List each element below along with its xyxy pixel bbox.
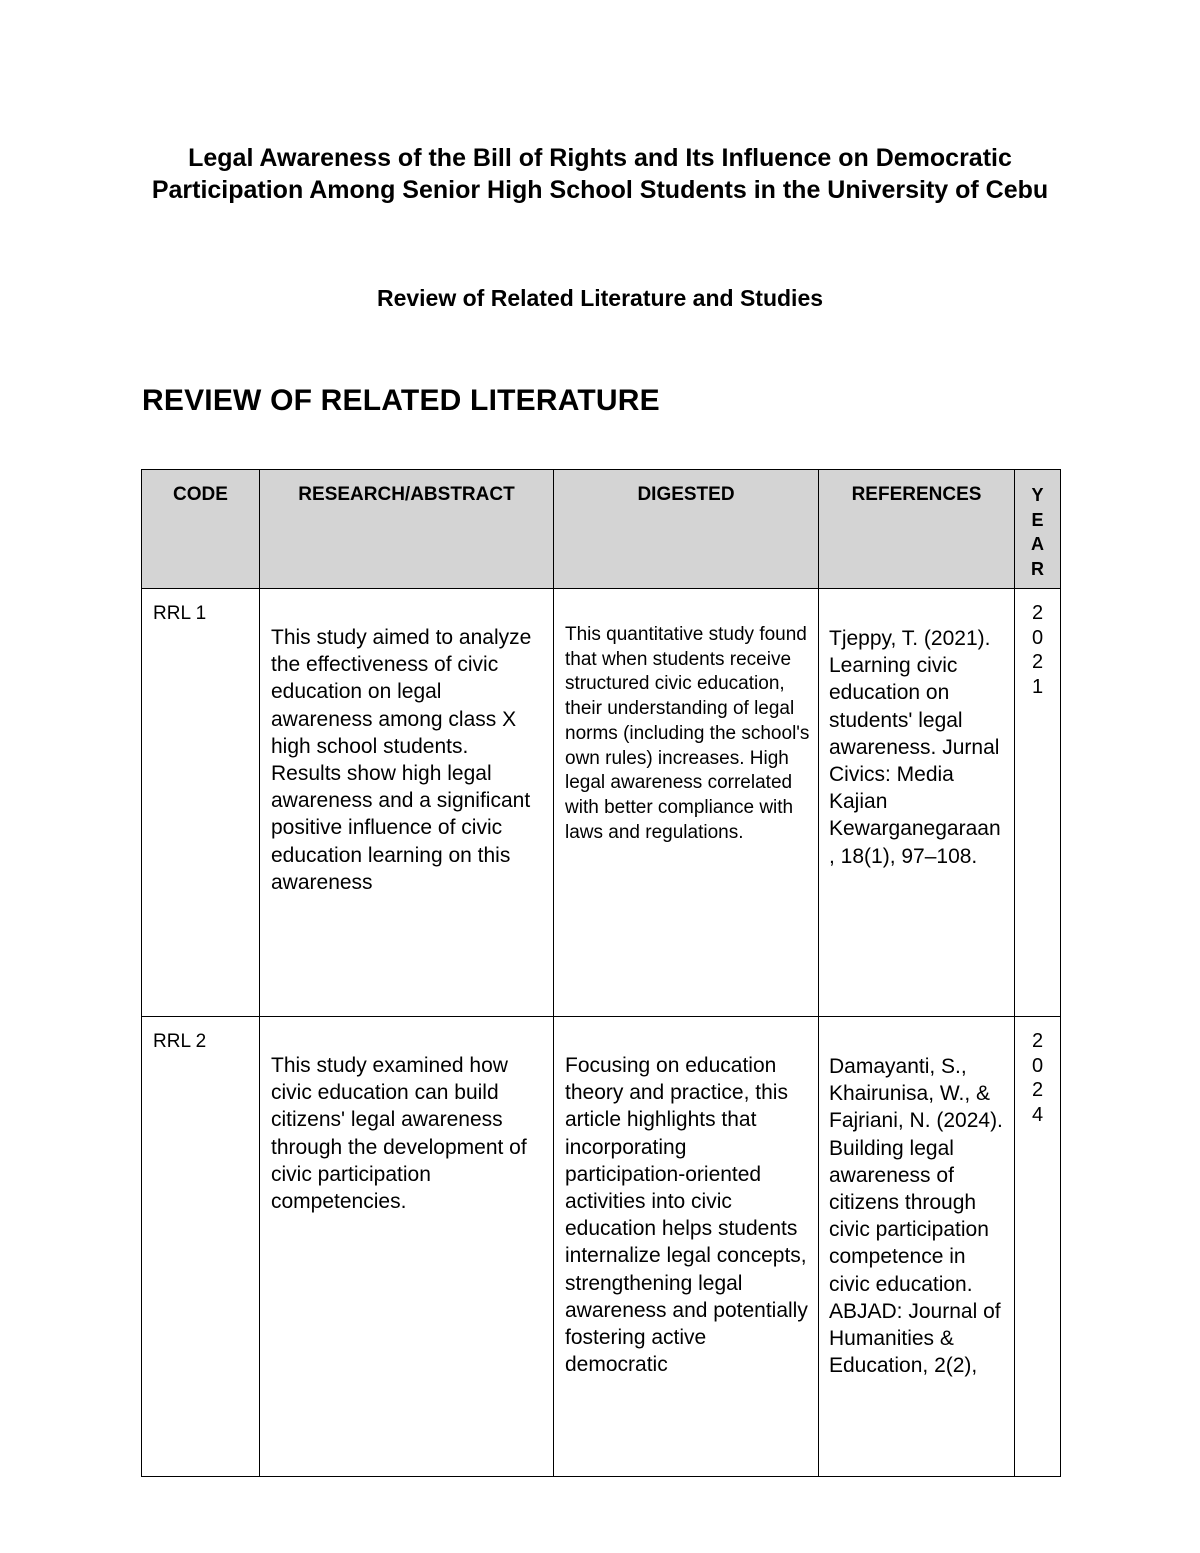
header-digested: DIGESTED bbox=[637, 484, 735, 505]
header-year-letter: A bbox=[1031, 534, 1044, 554]
table-header-row bbox=[142, 470, 1061, 589]
year-digit: 2 bbox=[1031, 602, 1044, 624]
header-research: RESEARCH/ABSTRACT bbox=[298, 484, 515, 505]
year-digit: 4 bbox=[1031, 1103, 1044, 1126]
header-references: REFERENCES bbox=[851, 484, 982, 505]
header-year-letter: R bbox=[1031, 558, 1044, 579]
header-year-letter: E bbox=[1031, 509, 1044, 530]
row-research: This study aimed to analyze the effectiveness of civic education on legal awareness among class X high school students. Results show high legal awareness and a significant positive influence of civic education learning on this awareness bbox=[260, 589, 554, 1017]
header-references-cell bbox=[819, 470, 1015, 589]
row-code: RRL 1 bbox=[142, 589, 260, 1017]
header-year bbox=[1015, 470, 1060, 581]
year-digit: 1 bbox=[1031, 675, 1044, 698]
row-digested: This quantitative study found that when students receive structured civic education, their understanding of legal norms (including the school's own rules) increases. High legal awareness correlated with better compliance with laws and regulations. bbox=[554, 589, 819, 1017]
row-code: RRL 2 bbox=[142, 1017, 260, 1477]
row-references: Damayanti, S., Khairunisa, W., & Fajriani, N. (2024). Building legal awareness of citizens through civic participation competence in civic education. ABJAD: Journal of Humanities & Education, 2(2), bbox=[819, 1017, 1015, 1477]
year-digit: 0 bbox=[1031, 626, 1044, 649]
header-code-cell bbox=[142, 470, 260, 589]
year-digit: 0 bbox=[1031, 1054, 1044, 1077]
header-year-letter: Y bbox=[1031, 485, 1044, 505]
row-references: Tjeppy, T. (2021). Learning civic education on students' legal awareness. Jurnal Civics: Media Kajian Kewarganegaraan, 18(1), 97–108. bbox=[819, 589, 1015, 1017]
year-digit: 2 bbox=[1031, 1030, 1044, 1052]
section-heading: REVIEW OF RELATED LITERATURE bbox=[142, 384, 660, 417]
row-year bbox=[1015, 1017, 1061, 1477]
document-title: Legal Awareness of the Bill of Rights and Its Influence on Democratic Participation Among Senior High School Students in the University of Cebu bbox=[151, 144, 1049, 204]
year-digit: 2 bbox=[1031, 1079, 1044, 1101]
rrl-table bbox=[141, 469, 1061, 1477]
table-row bbox=[142, 589, 1061, 1017]
row-research: This study examined how civic education can build citizens' legal awareness through the development of civic participation competencies. bbox=[260, 1017, 554, 1477]
table-row bbox=[142, 1017, 1061, 1477]
row-digested: Focusing on education theory and practice, this article highlights that incorporating participation-oriented activities into civic education helps students internalize legal concepts, strengthening legal awareness and potentially fostering active democratic bbox=[554, 1017, 819, 1477]
header-code: CODE bbox=[173, 484, 228, 505]
row-year bbox=[1015, 589, 1061, 1017]
header-digested-cell bbox=[554, 470, 819, 589]
document-subtitle: Review of Related Literature and Studies bbox=[376, 285, 824, 311]
year-digit: 2 bbox=[1031, 651, 1044, 673]
header-year-cell bbox=[1015, 470, 1061, 589]
header-research-cell bbox=[260, 470, 554, 589]
